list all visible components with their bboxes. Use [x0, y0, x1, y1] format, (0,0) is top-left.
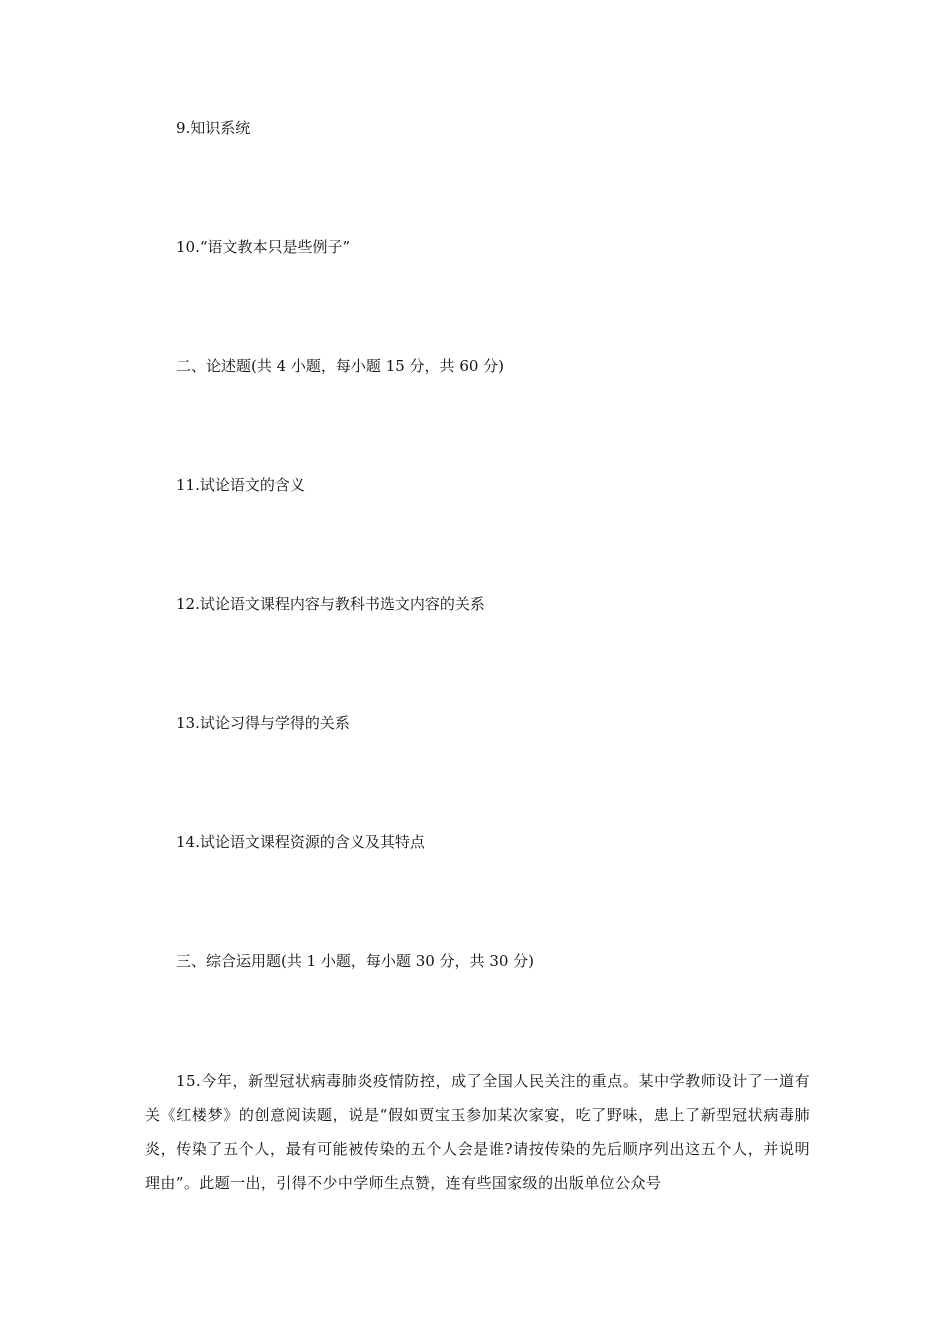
section-heading-comprehensive: 三、综合运用题(共 1 小题，每小题 30 分，共 30 分): [176, 952, 535, 970]
question-10: 10.“语文教本只是些例子”: [176, 238, 351, 256]
question-14: 14.试论语文课程资源的含义及其特点: [176, 833, 425, 851]
question-12: 12.试论语文课程内容与教科书选文内容的关系: [176, 595, 485, 613]
section-heading-essay: 二、论述题(共 4 小题，每小题 15 分，共 60 分): [176, 357, 505, 375]
question-9: 9.知识系统: [176, 119, 251, 137]
question-11: 11.试论语文的含义: [176, 476, 305, 494]
question-15-paragraph: 15.今年，新型冠状病毒肺炎疫情防控，成了全国人民关注的重点。某中学教师设计了一道有关《红楼梦》的创意阅读题，说是“假如贾宝玉参加某次家宴，吃了野味，患上了新型冠状病毒肺炎，传染了五个人，最有可能被传染的五个人会是谁?请按传染的先后顺序列出这五个人，并说明理由”。此题一出，引得不少中学师生点赞，连有些国家级的出版单位公众号: [145, 1072, 810, 1192]
question-13: 13.试论习得与学得的关系: [176, 714, 350, 732]
